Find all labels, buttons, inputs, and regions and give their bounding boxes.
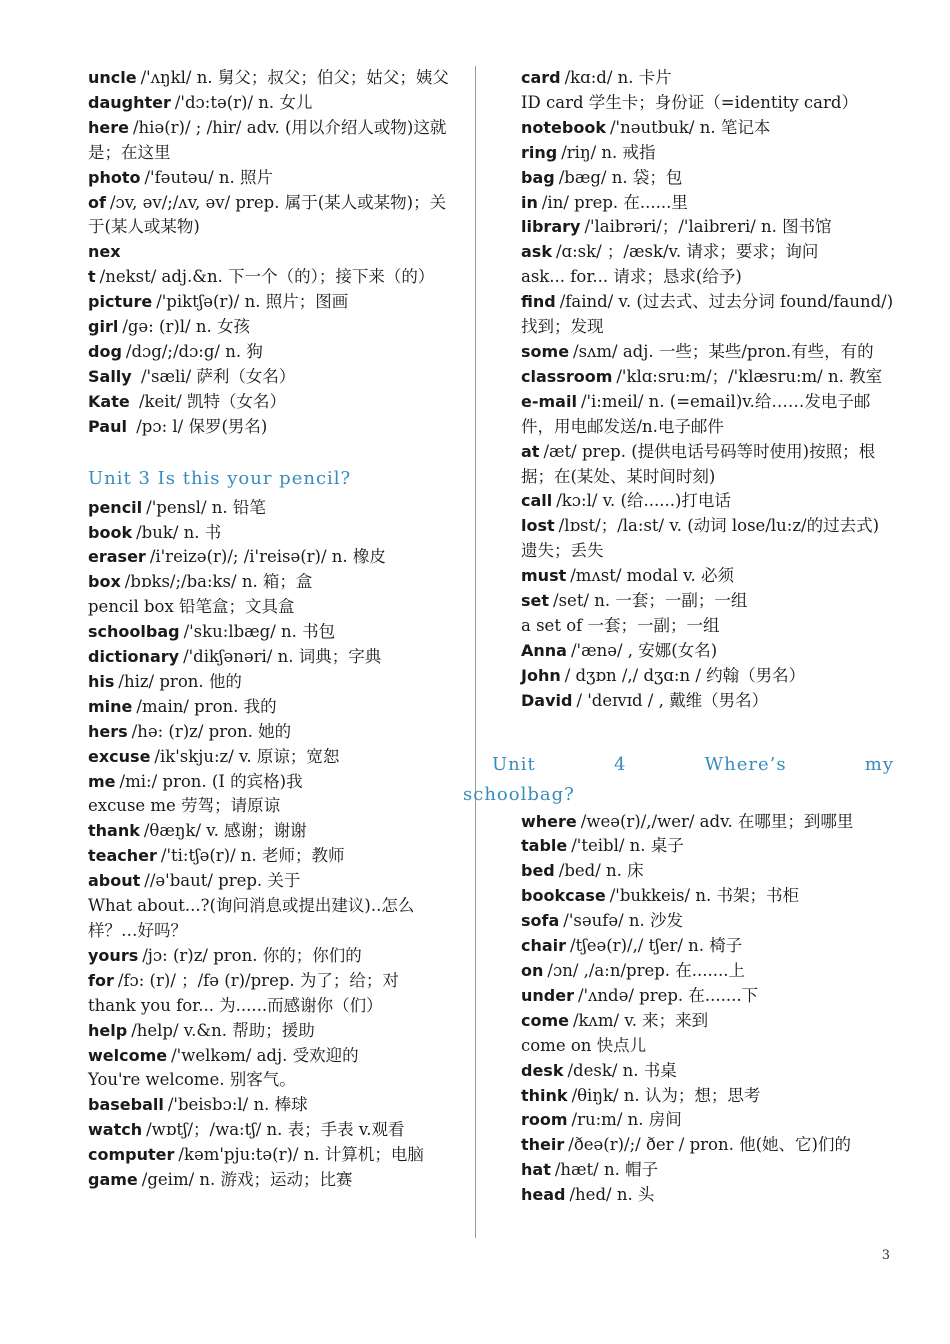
vocab-entry xyxy=(521,514,894,564)
vocab-word: me xyxy=(88,771,116,791)
vocab-entry xyxy=(521,909,894,934)
vocab-entry xyxy=(521,390,894,440)
vocab-definition: /gə: (r)l/ n. 女孩 xyxy=(122,317,250,337)
vocab-definition: /riŋ/ n. 戒指 xyxy=(561,142,656,162)
vocab-definition: /'səufə/ n. 沙发 xyxy=(563,911,684,931)
right-column xyxy=(463,66,894,1208)
vocab-definition: /desk/ n. 书桌 xyxy=(567,1060,677,1080)
vocab-entry xyxy=(521,290,894,340)
vocab-entry xyxy=(88,496,460,521)
vocab-phrase: ask... for... 请求；恳求(给予) xyxy=(521,267,742,287)
vocab-entry xyxy=(88,819,460,844)
vocab-definition: /'ʌndə/ prep. 在.......下 xyxy=(577,985,759,1005)
vocab-definition: /jɔ: (r)z/ pron. 你的；你们的 xyxy=(142,945,362,965)
vocab-word: head xyxy=(521,1185,566,1205)
vocab-definition: /ik'skju:z/ v. 原谅；宽恕 xyxy=(154,746,340,766)
vocab-word: box xyxy=(88,572,121,592)
vocab-entry xyxy=(521,834,894,859)
vocab-definition: /'ænə/ , 安娜(女名) xyxy=(570,640,718,660)
vocab-definition: /geim/ n. 游戏；运动；比赛 xyxy=(141,1170,353,1190)
vocab-definition: /mʌst/ modal v. 必须 xyxy=(570,566,735,586)
vocab-definition: / 'deɪvɪd / , 戴维（男名） xyxy=(576,690,769,710)
vocab-definition: /bɒks/;/ba:ks/ n. 箱；盒 xyxy=(124,572,313,592)
vocab-word: dog xyxy=(88,341,122,361)
vocab-definition: /dɔg/;/dɔ:g/ n. 狗 xyxy=(125,341,263,361)
vocab-phrase: ID card 学生卡；身份证（=identity card） xyxy=(521,92,858,112)
vocab-word: table xyxy=(521,836,568,856)
vocab-word: help xyxy=(88,1020,128,1040)
vocab-word: eraser xyxy=(88,547,146,567)
vocab-word: excuse xyxy=(88,746,151,766)
vocab-word: hers xyxy=(88,721,128,741)
vocab-word: Sally xyxy=(88,366,132,386)
vocab-definition: /'sku:lbæg/ n. 书包 xyxy=(183,622,336,642)
vocab-entry xyxy=(88,620,460,645)
unit-3-heading: Unit 3 Is this your pencil? xyxy=(88,467,352,489)
vocab-entry xyxy=(521,116,894,141)
vocab-word: under xyxy=(521,985,574,1005)
vocab-entry xyxy=(521,1158,894,1183)
vocab-word: dictionary xyxy=(88,647,180,667)
vocab-entry xyxy=(88,1168,460,1193)
vocab-word: photo xyxy=(88,167,141,187)
page-number: 3 xyxy=(881,1248,890,1263)
vocab-definition: /hə: (r)z/ pron. 她的 xyxy=(131,721,292,741)
vocab-entry xyxy=(521,959,894,984)
vocab-word: mine xyxy=(88,696,133,716)
vocab-word: here xyxy=(88,117,129,137)
vocab-phrase: What about...?(询问消息或提出建议)..怎么样？…好吗？ xyxy=(88,896,415,940)
vocab-word: sofa xyxy=(521,911,560,931)
vocab-entry xyxy=(88,844,460,869)
vocab-word: hat xyxy=(521,1160,551,1180)
vocab-definition: /sʌm/ adj. 一些；某些/pron.有些，有的 xyxy=(573,341,874,361)
vocab-entry xyxy=(88,390,460,415)
vocab-entry xyxy=(88,770,460,795)
vocab-word: library xyxy=(521,217,581,237)
vocab-definition: /in/ prep. 在......里 xyxy=(541,192,688,212)
vocab-word: computer xyxy=(88,1145,175,1165)
vocab-word: teacher xyxy=(88,846,157,866)
vocab-definition: /faind/ v. (过去式、过去分词 found/faund/)找到；发现 xyxy=(521,292,894,337)
vocab-entry xyxy=(521,1183,894,1208)
vocab-definition: /æt/ prep. (提供电话号码等时使用)按照；根据；在(某处、某时间时刻) xyxy=(521,441,876,486)
vocab-word: yours xyxy=(88,945,139,965)
vocab-word: daughter xyxy=(88,92,171,112)
vocab-entry xyxy=(88,116,460,166)
vocab-word: his xyxy=(88,671,115,691)
vocab-word: bag xyxy=(521,167,555,187)
vocab-entry xyxy=(521,984,894,1009)
vocab-definition: /'ʌŋkl/ n. 舅父；叔父；伯父；姑父；姨父 xyxy=(140,68,449,87)
vocab-word: classroom xyxy=(521,366,613,386)
vocab-word: notebook xyxy=(521,117,606,137)
vocab-word: David xyxy=(521,690,573,710)
vocab-definition: /ɑ:sk/ ；/æsk/v. 请求；要求；询问 xyxy=(555,242,819,262)
vocab-entry xyxy=(88,545,460,570)
vocab-definition: /ðeə(r)/;/ ðer / pron. 他(她、它)们的 xyxy=(568,1135,851,1155)
vocab-word: lost xyxy=(521,516,555,536)
vocab-entry xyxy=(521,589,894,614)
vocab-definition: /'teibl/ n. 桌子 xyxy=(571,836,684,856)
vocab-entry xyxy=(521,884,894,909)
vocab-entry xyxy=(88,969,460,994)
vocab-definition: /'sæli/ 萨利（女名） xyxy=(135,366,296,386)
vocab-entry xyxy=(521,489,894,514)
vocab-definition: /θæŋk/ v. 感谢；谢谢 xyxy=(143,821,307,841)
vocab-definition: /'bukkeis/ n. 书架；书柜 xyxy=(609,886,799,906)
vocab-entry xyxy=(88,695,460,720)
vocab-entry xyxy=(88,240,460,290)
vocab-definition: /'ti:tʃə(r)/ n. 老师；教师 xyxy=(160,846,345,866)
vocab-definition: /'klɑ:sru:m/；/'klæsru:m/ n. 教室 xyxy=(616,366,883,386)
vocab-word: set xyxy=(521,591,550,611)
vocab-definition: /tʃeə(r)/,/ tʃer/ n. 椅子 xyxy=(570,936,743,956)
vocab-definition: /nekst/ adj.&n. 下一个（的）；接下来（的） xyxy=(99,267,435,287)
vocab-definition: /pɔ: l/ 保罗(男名) xyxy=(130,416,268,436)
vocab-definition: /kɑ:d/ n. 卡片 xyxy=(564,68,672,87)
vocab-word: of xyxy=(88,192,106,212)
vocab-entry xyxy=(88,315,460,340)
vocab-word: for xyxy=(88,970,114,990)
vocab-definition: /hiz/ pron. 他的 xyxy=(118,671,242,691)
vocab-phrase: excuse me 劳驾；请原谅 xyxy=(88,796,281,816)
vocab-definition: /'welkəm/ adj. 受欢迎的 xyxy=(171,1045,359,1065)
vocab-entry xyxy=(88,745,460,770)
unit-4-heading-word: 4 xyxy=(613,753,627,775)
vocab-entry xyxy=(88,1118,460,1143)
vocab-entry xyxy=(88,166,460,191)
vocab-definition: /help/ v.&n. 帮助；援助 xyxy=(131,1020,315,1040)
vocab-entry xyxy=(88,1093,460,1118)
vocab-definition: /mi:/ pron. (I 的宾格)我 xyxy=(119,771,303,791)
unit-4-heading-word: Unit xyxy=(492,753,536,775)
vocab-entry xyxy=(88,1044,460,1069)
vocab-entry xyxy=(521,1133,894,1158)
vocab-entry xyxy=(88,1019,460,1044)
vocab-list-unit3-cont xyxy=(521,66,894,714)
vocab-entry xyxy=(521,141,894,166)
vocab-word: Anna xyxy=(521,640,567,660)
vocab-word: their xyxy=(521,1135,565,1155)
vocab-word: girl xyxy=(88,317,119,337)
vocab-definition: / dʒɒn /,/ dʒɑ:n / 约翰（男名） xyxy=(564,665,806,685)
vocab-word: welcome xyxy=(88,1045,168,1065)
vocab-entry xyxy=(521,340,894,365)
vocab-definition: /weə(r)/,/wer/ adv. 在哪里；到哪里 xyxy=(580,811,854,831)
vocab-definition: /ɔv, əv/;/ʌv, əv/ prep. 属于(某人或某物)；关于(某人或某物) xyxy=(88,192,447,237)
vocab-word: on xyxy=(521,961,544,980)
vocab-word: chair xyxy=(521,936,567,956)
vocab-definition: /'i:meil/ n. (=email)v.给……发电子邮件，用电邮发送/n.电子邮件 xyxy=(521,391,871,436)
vocab-word: bed xyxy=(521,861,555,881)
vocab-phrase: come on 快点儿 xyxy=(521,1035,647,1055)
vocab-definition: /kʌm/ v. 来；来到 xyxy=(573,1010,709,1030)
vocab-entry xyxy=(88,91,460,116)
vocab-definition: /kəm'pju:tə(r)/ n. 计算机；电脑 xyxy=(178,1145,424,1165)
vocab-definition: /'beisbɔ:l/ n. 棒球 xyxy=(167,1095,308,1115)
vocab-entry xyxy=(521,440,894,490)
unit-4-heading xyxy=(463,750,894,810)
vocab-definition: /buk/ n. 书 xyxy=(136,522,222,542)
vocab-word: baseball xyxy=(88,1095,164,1115)
vocab-word: Kate xyxy=(88,391,130,411)
vocab-phrase: pencil box 铅笔盒；文具盒 xyxy=(88,597,295,617)
vocab-definition: /'piktʃə(r)/ n. 照片；图画 xyxy=(156,292,349,312)
vocab-word: book xyxy=(88,522,133,542)
vocab-word: where xyxy=(521,811,577,831)
vocab-entry xyxy=(521,1108,894,1133)
vocab-word: game xyxy=(88,1170,138,1190)
vocab-word: in xyxy=(521,192,538,212)
vocab-word: Paul xyxy=(88,416,127,436)
vocab-word: ask xyxy=(521,242,552,262)
vocab-entry xyxy=(521,810,894,835)
vocab-word: about xyxy=(88,871,141,891)
vocab-word: must xyxy=(521,566,567,586)
vocab-entry xyxy=(521,639,894,664)
vocab-entry xyxy=(521,1059,894,1084)
vocab-definition: /set/ n. 一套；一副；一组 xyxy=(553,591,748,611)
vocab-phrase: thank you for... 为......而感谢你（们） xyxy=(88,995,383,1015)
column-divider xyxy=(475,66,476,1238)
vocab-entry xyxy=(521,365,894,390)
vocab-word: find xyxy=(521,292,556,312)
vocab-word: next xyxy=(88,242,121,287)
vocab-word: John xyxy=(521,665,561,685)
vocab-entry xyxy=(88,645,460,670)
vocab-definition: /'dikʃənəri/ n. 词典；字典 xyxy=(183,647,382,667)
vocab-entry xyxy=(521,1084,894,1109)
vocab-definition: /ru:m/ n. 房间 xyxy=(571,1110,682,1130)
vocab-word: bookcase xyxy=(521,886,606,906)
vocab-entry xyxy=(88,66,460,91)
vocab-entry xyxy=(521,166,894,191)
vocab-entry xyxy=(521,934,894,959)
vocab-entry xyxy=(521,1009,894,1034)
vocab-word: pencil xyxy=(88,497,143,517)
vocab-entry xyxy=(521,191,894,216)
vocab-definition: /i'reizə(r)/; /i'reisə(r)/ n. 橡皮 xyxy=(149,547,386,567)
vocab-definition: /fɔ: (r)/ ；/fə (r)/prep. 为了；给；对 xyxy=(117,970,399,990)
vocab-word: thank xyxy=(88,821,140,841)
vocab-definition: /kɔ:l/ v. (给......)打电话 xyxy=(556,491,731,511)
vocab-entry xyxy=(88,290,460,315)
vocab-entry xyxy=(521,66,894,91)
vocab-entry xyxy=(88,869,460,894)
vocab-definition: /hæt/ n. 帽子 xyxy=(554,1160,659,1180)
vocab-list-unit2-end xyxy=(88,66,460,440)
vocab-entry xyxy=(521,564,894,589)
vocab-entry xyxy=(88,191,460,241)
vocab-entry xyxy=(521,664,894,689)
vocab-entry xyxy=(88,944,460,969)
vocab-word: e-mail xyxy=(521,391,577,411)
vocab-word: come xyxy=(521,1010,569,1030)
vocab-phrase: a set of 一套；一副；一组 xyxy=(521,615,720,635)
vocab-list-unit3 xyxy=(88,496,460,1193)
vocab-word: ring xyxy=(521,142,558,162)
vocab-entry xyxy=(88,521,460,546)
unit-4-heading-word: Where’s xyxy=(704,753,787,775)
vocab-word: watch xyxy=(88,1120,143,1140)
vocab-word: picture xyxy=(88,292,153,312)
vocab-definition: /θiŋk/ n. 认为；想；思考 xyxy=(571,1085,761,1105)
vocab-word: at xyxy=(521,441,540,461)
vocab-entry xyxy=(88,415,460,440)
vocab-definition: /main/ pron. 我的 xyxy=(136,696,277,716)
vocab-definition: //ə'baut/ prep. 关于 xyxy=(144,871,301,891)
vocab-entry xyxy=(88,570,460,595)
vocab-word: call xyxy=(521,491,553,511)
vocab-word: desk xyxy=(521,1060,564,1080)
vocab-word: think xyxy=(521,1085,568,1105)
unit-4-heading-word: my xyxy=(864,753,894,775)
vocab-definition: /bæg/ n. 袋；包 xyxy=(558,167,683,187)
vocab-word: uncle xyxy=(88,68,137,87)
vocab-definition: /'dɔ:tə(r)/ n. 女儿 xyxy=(174,92,313,112)
vocab-definition: /hiə(r)/ ; /hir/ adv. (用以介绍人或物)这就是；在这里 xyxy=(88,117,447,162)
vocab-entry xyxy=(521,215,894,240)
vocab-definition: /lɒst/；/la:st/ v. (动词 lose/lu:z/的过去式)遗失；丢失 xyxy=(521,516,880,561)
vocab-definition: /'fəutəu/ n. 照片 xyxy=(144,167,274,187)
vocab-entry xyxy=(88,365,460,390)
left-column xyxy=(88,66,460,1193)
vocab-entry xyxy=(521,240,894,265)
vocab-word: card xyxy=(521,68,561,87)
vocab-definition: /'nəutbuk/ n. 笔记本 xyxy=(609,117,771,137)
vocab-word: some xyxy=(521,341,570,361)
vocab-definition: /'laibrəri/；/'laibreri/ n. 图书馆 xyxy=(584,217,832,237)
vocab-entry xyxy=(521,689,894,714)
vocab-definition: /bed/ n. 床 xyxy=(558,861,644,881)
vocab-list-unit4 xyxy=(521,810,894,1209)
vocab-word: schoolbag xyxy=(88,622,180,642)
vocab-entry xyxy=(88,1143,460,1168)
vocab-definition: /hed/ n. 头 xyxy=(569,1185,655,1205)
vocab-definition: /'pensl/ n. 铅笔 xyxy=(146,497,266,517)
vocab-definition: /wɒtʃ/；/wa:tʃ/ n. 表；手表 v.观看 xyxy=(146,1120,405,1140)
vocab-entry xyxy=(88,670,460,695)
unit-4-heading-line2: schoolbag? xyxy=(463,783,575,805)
vocab-word: room xyxy=(521,1110,568,1130)
vocab-entry xyxy=(521,859,894,884)
vocab-entry xyxy=(88,720,460,745)
vocab-phrase: You're welcome. 别客气。 xyxy=(88,1070,296,1090)
vocab-definition: /keit/ 凯特（女名） xyxy=(133,391,286,411)
vocab-definition: /ɔn/ ,/a:n/prep. 在.......上 xyxy=(547,961,745,980)
vocab-entry xyxy=(88,340,460,365)
